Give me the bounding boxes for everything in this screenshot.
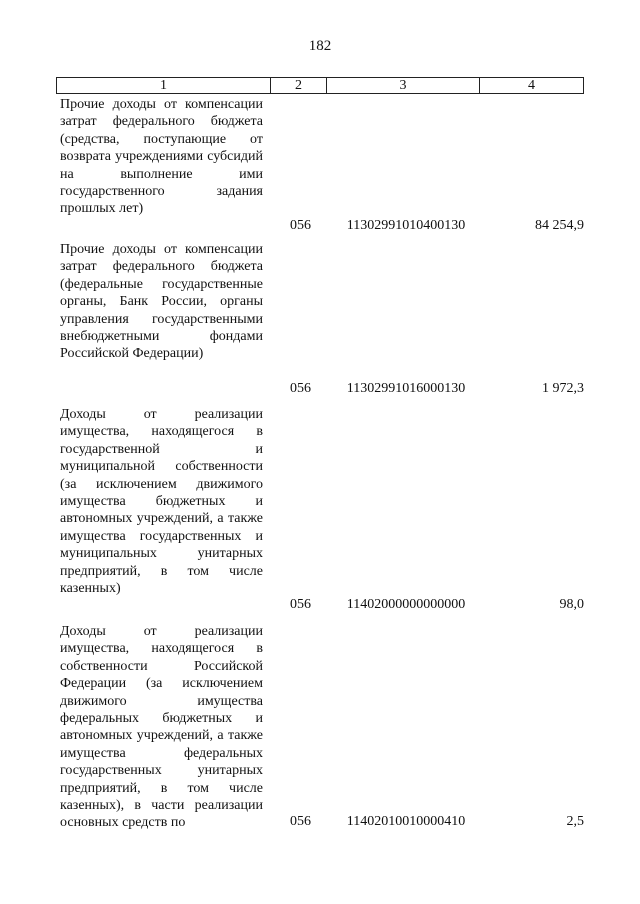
row-description: Доходы от реализации имущества, находящегося в государственной и муниципальной собственности (за исключением движимого имущества бюджетных и автономных учреждений, а также имущества государственных и муниципальных унитарных предприятий, в том числе казенных) — [60, 407, 263, 597]
page-number: 182 — [308, 38, 332, 54]
row-amount: 2,5 — [566, 814, 584, 829]
table-header-row — [56, 77, 584, 94]
row-amount: 98,0 — [559, 597, 584, 612]
row-description: Прочие доходы от компенсации затрат федерального бюджета (средства, поступающие от возврата учреждениями субсидий на выполнение ими государственного задания прошлых лет) — [60, 97, 263, 217]
row-description: Прочие доходы от компенсации затрат федерального бюджета (федеральные государственные органы, Банк России, органы управления государственными внебюджетными фондами Российской Федерации) — [60, 242, 263, 362]
row-admin-code: 056 — [290, 597, 311, 612]
row-amount: 84 254,9 — [535, 218, 584, 233]
row-admin-code: 056 — [290, 381, 311, 396]
row-amount: 1 972,3 — [542, 381, 584, 396]
row-kbk-code: 11302991010400130 — [346, 218, 466, 233]
row-admin-code: 056 — [290, 218, 311, 233]
column-header-4: 4 — [528, 78, 535, 93]
row-description: Доходы от реализации имущества, находящегося в собственности Российской Федерации (за исключением движимого имущества федеральных бюджетных и автономных учреждений, а также имущества федеральных государственных унитарных предприятий, в том числе казенных), в части реализации основных средств по — [60, 624, 263, 831]
column-header-3: 3 — [327, 78, 480, 93]
row-kbk-code: 11402010010000410 — [346, 814, 466, 829]
row-kbk-code: 11302991016000130 — [346, 381, 466, 396]
column-header-1: 1 — [57, 78, 271, 93]
row-kbk-code: 11402000000000000 — [346, 597, 466, 612]
column-header-2: 2 — [271, 78, 327, 93]
row-admin-code: 056 — [290, 814, 311, 829]
